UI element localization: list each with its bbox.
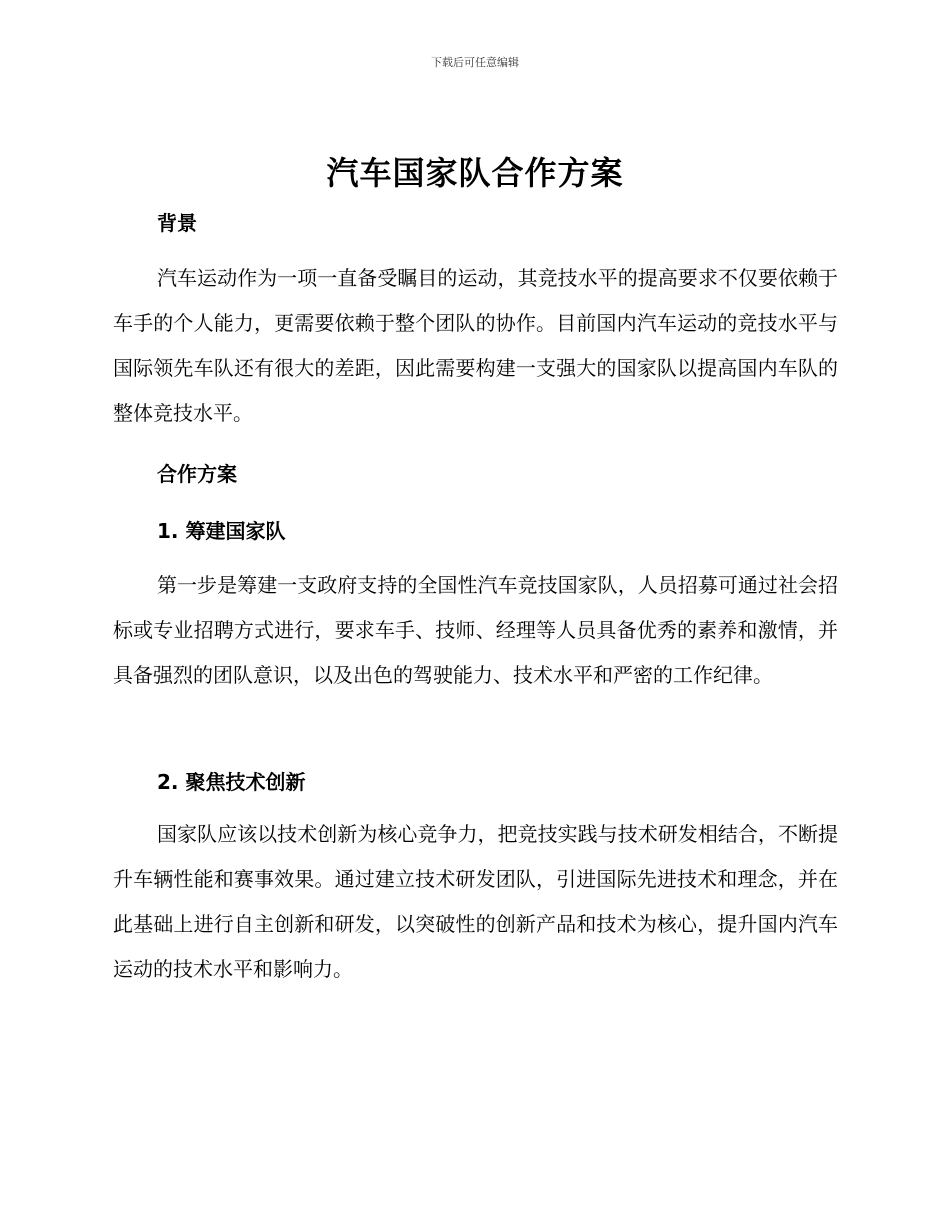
paragraph-step1: 第一步是筹建一支政府支持的全国性汽车竞技国家队，人员招募可通过社会招标或专业招聘方式进行，要求车手、技师、经理等人员具备优秀的素养和激情，并具备强烈的团队意识，以及出色的驾驶能力、技术水平和严密的工作纪律。 — [113, 573, 838, 687]
paragraph-background: 汽车运动作为一项一直备受瞩目的运动，其竞技水平的提高要求不仅要依赖于车手的个人能力，更需要依赖于整个团队的协作。目前国内汽车运动的竞技水平与国际领先车队还有很大的差距，因此需要构建一支强大的国家队以提高国内车队的整体竞技水平。 — [113, 266, 838, 425]
document-title: 汽车国家队合作方案 — [326, 154, 624, 192]
page-header-note: 下载后可任意编辑 — [431, 56, 519, 69]
section-heading-plan: 合作方案 — [157, 462, 237, 486]
section-heading-step1: 1. 筹建国家队 — [157, 519, 286, 543]
section-heading-step2: 2. 聚焦技术创新 — [157, 770, 306, 794]
section-heading-background: 背景 — [157, 211, 197, 235]
paragraph-step2: 国家队应该以技术创新为核心竞争力，把竞技实践与技术研发相结合，不断提升车辆性能和赛事效果。通过建立技术研发团队，引进国际先进技术和理念，并在此基础上进行自主创新和研发，以突破性的创新产品和技术为核心，提升国内汽车运动的技术水平和影响力。 — [113, 822, 838, 981]
